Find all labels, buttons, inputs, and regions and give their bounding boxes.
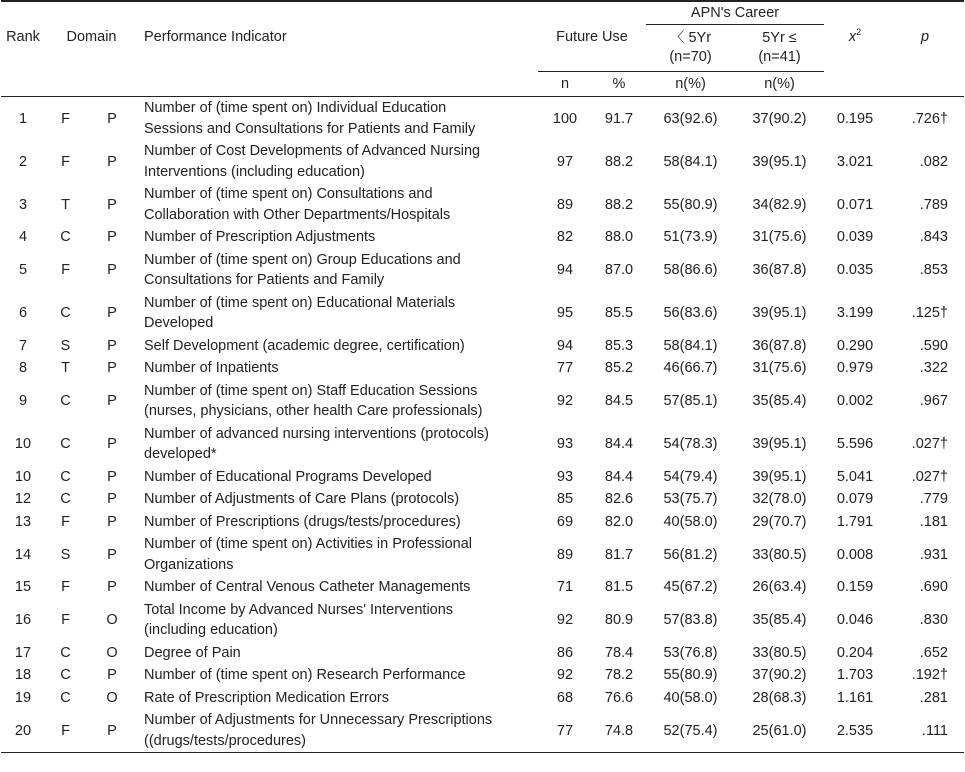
ge5-cell: 26(63.4) bbox=[752, 579, 807, 596]
rank-cell: 13 bbox=[14, 513, 32, 530]
n-cell: 85 bbox=[556, 491, 574, 508]
domain-type-cell: P bbox=[107, 491, 117, 508]
n-cell: 77 bbox=[556, 360, 574, 377]
ge5-cell: 25(61.0) bbox=[752, 722, 807, 739]
domain-type-cell: P bbox=[107, 305, 117, 321]
domain-type-cell: P bbox=[107, 229, 117, 246]
n-cell: 92 bbox=[556, 667, 574, 684]
rank-cell: 9 bbox=[18, 393, 28, 409]
header-npct-lt5: n(%) bbox=[675, 76, 706, 92]
indicator-cell: Number of advanced nursing interventions (protocols) developed* bbox=[144, 425, 489, 462]
domain-cell: F bbox=[61, 513, 70, 530]
pct-cell: 81.7 bbox=[604, 546, 634, 563]
p-cell: .789 bbox=[919, 196, 948, 213]
ge5-cell: 39(95.1) bbox=[752, 153, 807, 170]
indicator-cell: Number of (time spent on) Research Performance bbox=[144, 667, 466, 683]
n-cell: 93 bbox=[556, 436, 574, 452]
chi-cell: 1.791 bbox=[836, 513, 874, 530]
ge5-cell: 29(70.7) bbox=[752, 513, 807, 530]
indicator-cell: Rate of Prescription Medication Errors bbox=[144, 689, 389, 706]
table-row bbox=[1, 709, 964, 753]
ge5-cell: 28(68.3) bbox=[752, 689, 807, 706]
domain-cell: C bbox=[60, 491, 71, 508]
pct-cell: 82.0 bbox=[604, 513, 634, 530]
n-cell: 100 bbox=[552, 110, 578, 127]
indicator-cell: Number of Prescriptions (drugs/tests/procedures) bbox=[144, 513, 461, 530]
chi-cell: 0.008 bbox=[836, 546, 874, 563]
pct-cell: 87.0 bbox=[604, 262, 634, 278]
domain-type-cell: P bbox=[107, 393, 117, 409]
lt5-cell: 40(58.0) bbox=[663, 689, 718, 706]
n-cell: 92 bbox=[556, 393, 574, 409]
rank-cell: 10 bbox=[14, 468, 32, 485]
indicator-cell: Self Development (academic degree, certification) bbox=[144, 337, 465, 354]
p-cell: .192† bbox=[911, 667, 948, 684]
domain-cell: F bbox=[61, 262, 70, 278]
indicator-cell: Number of Educational Programs Developed bbox=[144, 468, 432, 485]
ge5-cell: 37(90.2) bbox=[752, 110, 807, 127]
chi-cell: 0.159 bbox=[836, 579, 874, 596]
chi-cell: 0.195 bbox=[836, 110, 874, 127]
table-row bbox=[1, 226, 964, 249]
rank-cell: 19 bbox=[14, 689, 32, 706]
chi-cell: 0.002 bbox=[836, 393, 874, 409]
n-cell: 92 bbox=[556, 612, 574, 628]
ge5-cell: 37(90.2) bbox=[752, 667, 807, 684]
pct-cell: 88.0 bbox=[604, 229, 634, 246]
rank-cell: 6 bbox=[18, 305, 28, 321]
lt5-cell: 56(83.6) bbox=[663, 305, 718, 321]
n-cell: 97 bbox=[556, 153, 574, 170]
table-row bbox=[1, 380, 964, 423]
chi-cell: 1.161 bbox=[836, 689, 874, 706]
p-cell: .027† bbox=[911, 468, 948, 485]
lt5-cell: 57(85.1) bbox=[663, 393, 718, 409]
domain-cell: T bbox=[61, 196, 70, 213]
rank-cell: 14 bbox=[14, 546, 32, 563]
header-lt5: 〈 5Yr (n=70) bbox=[646, 25, 735, 72]
domain-cell: C bbox=[60, 305, 71, 321]
lt5-cell: 58(84.1) bbox=[663, 153, 718, 170]
pct-cell: 91.7 bbox=[604, 110, 634, 127]
domain-cell: C bbox=[60, 667, 71, 684]
p-cell: .590 bbox=[919, 337, 948, 354]
chi-cell: 0.079 bbox=[836, 491, 874, 508]
n-cell: 93 bbox=[556, 468, 574, 485]
ge5-cell: 39(95.1) bbox=[752, 436, 807, 452]
chi-cell: 0.035 bbox=[836, 262, 874, 278]
ge5-cell: 33(80.5) bbox=[752, 644, 807, 661]
rank-cell: 12 bbox=[14, 491, 32, 508]
table-row bbox=[1, 687, 964, 710]
header-domain: Domain bbox=[66, 28, 117, 45]
domain-type-cell: O bbox=[106, 612, 118, 628]
table-row bbox=[1, 97, 964, 141]
table-row bbox=[1, 357, 964, 380]
n-cell: 86 bbox=[556, 644, 574, 661]
lt5-cell: 40(58.0) bbox=[663, 513, 718, 530]
header-n: n bbox=[560, 76, 570, 92]
table-row bbox=[1, 292, 964, 335]
lt5-cell: 55(80.9) bbox=[663, 196, 718, 213]
indicator-cell: Number of Cost Developments of Advanced Nursing Interventions (including education) bbox=[144, 143, 481, 180]
chi-cell: 2.535 bbox=[836, 722, 874, 739]
indicator-cell: Number of Adjustments for Unnecessary Prescriptions ((drugs/tests/procedures) bbox=[144, 712, 493, 749]
chi-cell: 1.703 bbox=[836, 667, 874, 684]
rank-cell: 16 bbox=[14, 612, 32, 628]
lt5-cell: 58(86.6) bbox=[663, 262, 718, 278]
table-row bbox=[1, 335, 964, 358]
lt5-cell: 45(67.2) bbox=[663, 579, 718, 596]
domain-type-cell: P bbox=[107, 579, 117, 596]
lt5-cell: 58(84.1) bbox=[663, 337, 718, 354]
chi-cell: 3.199 bbox=[836, 305, 874, 321]
rank-cell: 15 bbox=[14, 579, 32, 596]
lt5-cell: 46(66.7) bbox=[663, 360, 718, 377]
domain-type-cell: P bbox=[107, 196, 117, 213]
header-career: APN's Career bbox=[646, 1, 824, 25]
pct-cell: 84.5 bbox=[604, 393, 634, 409]
indicator-cell: Number of Prescription Adjustments bbox=[144, 229, 376, 245]
chi-cell: 0.979 bbox=[836, 360, 874, 377]
pct-cell: 88.2 bbox=[604, 196, 634, 213]
ge5-cell: 36(87.8) bbox=[752, 262, 807, 278]
chi-cell: 0.046 bbox=[836, 612, 874, 628]
pct-cell: 81.5 bbox=[604, 579, 634, 596]
ge5-cell: 31(75.6) bbox=[752, 229, 807, 246]
p-cell: .726† bbox=[911, 110, 948, 127]
chi-cell: 0.071 bbox=[836, 196, 874, 213]
rank-cell: 10 bbox=[14, 436, 32, 452]
header-pct: % bbox=[612, 76, 626, 92]
rank-cell: 17 bbox=[14, 644, 32, 661]
n-cell: 77 bbox=[556, 722, 574, 739]
rank-cell: 4 bbox=[18, 229, 28, 246]
pct-cell: 78.2 bbox=[604, 667, 634, 684]
table-row bbox=[1, 488, 964, 511]
indicator-cell: Number of (time spent on) Activities in Professional Organizations bbox=[144, 536, 472, 573]
pct-cell: 84.4 bbox=[604, 468, 634, 485]
ge5-cell: 32(78.0) bbox=[752, 491, 807, 508]
domain-type-cell: P bbox=[107, 337, 117, 354]
indicator-cell: Number of Central Venous Catheter Managements bbox=[144, 579, 471, 595]
performance-indicator-table bbox=[1, 0, 964, 753]
lt5-cell: 57(83.8) bbox=[663, 612, 718, 628]
domain-cell: F bbox=[61, 722, 70, 739]
p-cell: .027† bbox=[911, 436, 948, 452]
pct-cell: 78.4 bbox=[604, 644, 634, 661]
pct-cell: 74.8 bbox=[604, 722, 634, 739]
domain-type-cell: P bbox=[107, 546, 117, 563]
n-cell: 94 bbox=[556, 262, 574, 278]
domain-type-cell: P bbox=[107, 722, 117, 739]
domain-cell: C bbox=[60, 644, 71, 661]
rank-cell: 5 bbox=[18, 262, 28, 278]
rank-cell: 1 bbox=[18, 110, 28, 127]
ge5-cell: 33(80.5) bbox=[752, 546, 807, 563]
domain-cell: F bbox=[61, 110, 70, 127]
domain-cell: T bbox=[61, 360, 70, 377]
indicator-cell: Total Income by Advanced Nurses' Interventions (including education) bbox=[144, 601, 454, 638]
domain-type-cell: O bbox=[106, 689, 118, 706]
domain-cell: C bbox=[60, 468, 71, 485]
domain-type-cell: P bbox=[107, 436, 117, 452]
domain-type-cell: P bbox=[107, 360, 117, 377]
header-ge5: 5Yr ≤ (n=41) bbox=[735, 25, 824, 72]
n-cell: 94 bbox=[556, 337, 574, 354]
indicator-cell: Number of (time spent on) Group Educations and Consultations for Patients and Family bbox=[144, 251, 461, 288]
p-cell: .830 bbox=[919, 612, 948, 628]
p-cell: .125† bbox=[911, 305, 948, 321]
lt5-cell: 53(75.7) bbox=[663, 491, 718, 508]
indicator-cell: Number of (time spent on) Individual Education Sessions and Consultations for Patients and Family bbox=[144, 100, 476, 137]
p-cell: .652 bbox=[919, 644, 948, 661]
pct-cell: 85.3 bbox=[604, 337, 634, 354]
ge5-cell: 36(87.8) bbox=[752, 337, 807, 354]
indicator-cell: Number of (time spent on) Educational Materials Developed bbox=[144, 294, 456, 331]
pct-cell: 80.9 bbox=[604, 612, 634, 628]
domain-type-cell: P bbox=[107, 468, 117, 485]
table-row bbox=[1, 664, 964, 687]
chi-cell: 0.290 bbox=[836, 337, 874, 354]
pct-cell: 85.5 bbox=[604, 305, 634, 321]
n-cell: 89 bbox=[556, 196, 574, 213]
p-cell: .931 bbox=[919, 546, 948, 563]
header-p: p bbox=[920, 28, 930, 45]
domain-cell: S bbox=[60, 337, 71, 354]
header-npct-ge5: n(%) bbox=[764, 76, 795, 92]
ge5-cell: 39(95.1) bbox=[752, 305, 807, 321]
indicator-cell: Number of (time spent on) Staff Education Sessions (nurses, physicians, other health Care professionals) bbox=[144, 382, 483, 419]
ge5-cell: 34(82.9) bbox=[752, 196, 807, 213]
p-cell: .690 bbox=[919, 579, 948, 596]
domain-cell: S bbox=[60, 546, 71, 563]
domain-cell: C bbox=[60, 689, 71, 706]
ge5-cell: 39(95.1) bbox=[752, 468, 807, 485]
lt5-cell: 54(79.4) bbox=[663, 468, 718, 485]
domain-cell: C bbox=[60, 436, 71, 452]
chi-cell: 0.204 bbox=[836, 644, 874, 661]
lt5-cell: 52(75.4) bbox=[663, 722, 718, 739]
header-rank: Rank bbox=[6, 28, 40, 45]
table-row bbox=[1, 599, 964, 642]
chi-cell: 0.039 bbox=[836, 229, 874, 246]
indicator-cell: Number of Inpatients bbox=[144, 360, 279, 376]
domain-cell: F bbox=[61, 153, 70, 170]
rank-cell: 3 bbox=[18, 196, 28, 213]
p-cell: .181 bbox=[919, 513, 948, 530]
chi-cell: 3.021 bbox=[836, 153, 874, 170]
table-row bbox=[1, 423, 964, 466]
p-cell: .082 bbox=[919, 153, 948, 170]
p-cell: .853 bbox=[919, 262, 948, 278]
domain-type-cell: P bbox=[107, 153, 117, 170]
p-cell: .281 bbox=[919, 689, 948, 706]
chi-cell: 5.041 bbox=[836, 468, 874, 485]
domain-type-cell: P bbox=[107, 513, 117, 530]
domain-cell: F bbox=[61, 579, 70, 596]
lt5-cell: 53(76.8) bbox=[663, 644, 718, 661]
p-cell: .967 bbox=[919, 393, 948, 409]
n-cell: 68 bbox=[556, 689, 574, 706]
domain-type-cell: P bbox=[107, 110, 117, 127]
table-row bbox=[1, 576, 964, 599]
ge5-cell: 35(85.4) bbox=[752, 393, 807, 409]
p-cell: .111 bbox=[921, 722, 948, 739]
n-cell: 69 bbox=[556, 513, 574, 530]
indicator-cell: Degree of Pain bbox=[144, 644, 241, 661]
header-chi-square: $x^2$ bbox=[848, 26, 862, 45]
indicator-cell: Number of (time spent on) Consultations and Collaboration with Other Departments/Hospitals bbox=[144, 186, 451, 223]
domain-type-cell: P bbox=[107, 667, 117, 684]
n-cell: 89 bbox=[556, 546, 574, 563]
domain-type-cell: P bbox=[107, 262, 117, 278]
lt5-cell: 56(81.2) bbox=[663, 546, 718, 563]
p-cell: .322 bbox=[919, 360, 948, 377]
pct-cell: 88.2 bbox=[604, 153, 634, 170]
table-row bbox=[1, 183, 964, 226]
lt5-cell: 54(78.3) bbox=[663, 436, 718, 452]
table-row bbox=[1, 511, 964, 534]
pct-cell: 76.6 bbox=[604, 689, 634, 706]
p-cell: .779 bbox=[919, 491, 948, 508]
lt5-cell: 63(92.6) bbox=[663, 110, 718, 127]
table-row bbox=[1, 533, 964, 576]
ge5-cell: 35(85.4) bbox=[752, 612, 807, 628]
pct-cell: 84.4 bbox=[604, 436, 634, 452]
table-row bbox=[1, 466, 964, 489]
rank-cell: 8 bbox=[18, 360, 28, 377]
pct-cell: 82.6 bbox=[604, 491, 634, 508]
header-future-use: Future Use bbox=[538, 1, 646, 72]
lt5-cell: 51(73.9) bbox=[663, 229, 718, 246]
p-cell: .843 bbox=[919, 229, 948, 246]
n-cell: 71 bbox=[556, 579, 574, 596]
domain-cell: F bbox=[61, 612, 70, 628]
rank-cell: 2 bbox=[18, 153, 28, 170]
domain-cell: C bbox=[60, 393, 71, 409]
table-row bbox=[1, 140, 964, 183]
domain-type-cell: O bbox=[106, 644, 118, 661]
table-row bbox=[1, 249, 964, 292]
lt5-cell: 55(80.9) bbox=[663, 667, 718, 684]
header-indicator: Performance Indicator bbox=[144, 28, 287, 45]
rank-cell: 20 bbox=[14, 722, 32, 739]
pct-cell: 85.2 bbox=[604, 360, 634, 377]
rank-cell: 18 bbox=[14, 667, 32, 684]
table-row bbox=[1, 642, 964, 665]
table-body bbox=[1, 97, 964, 753]
n-cell: 95 bbox=[556, 305, 574, 321]
ge5-cell: 31(75.6) bbox=[752, 360, 807, 377]
n-cell: 82 bbox=[556, 229, 574, 246]
domain-cell: C bbox=[60, 229, 71, 246]
rank-cell: 7 bbox=[18, 337, 28, 354]
indicator-cell: Number of Adjustments of Care Plans (protocols) bbox=[144, 491, 460, 507]
chi-cell: 5.596 bbox=[836, 436, 874, 452]
